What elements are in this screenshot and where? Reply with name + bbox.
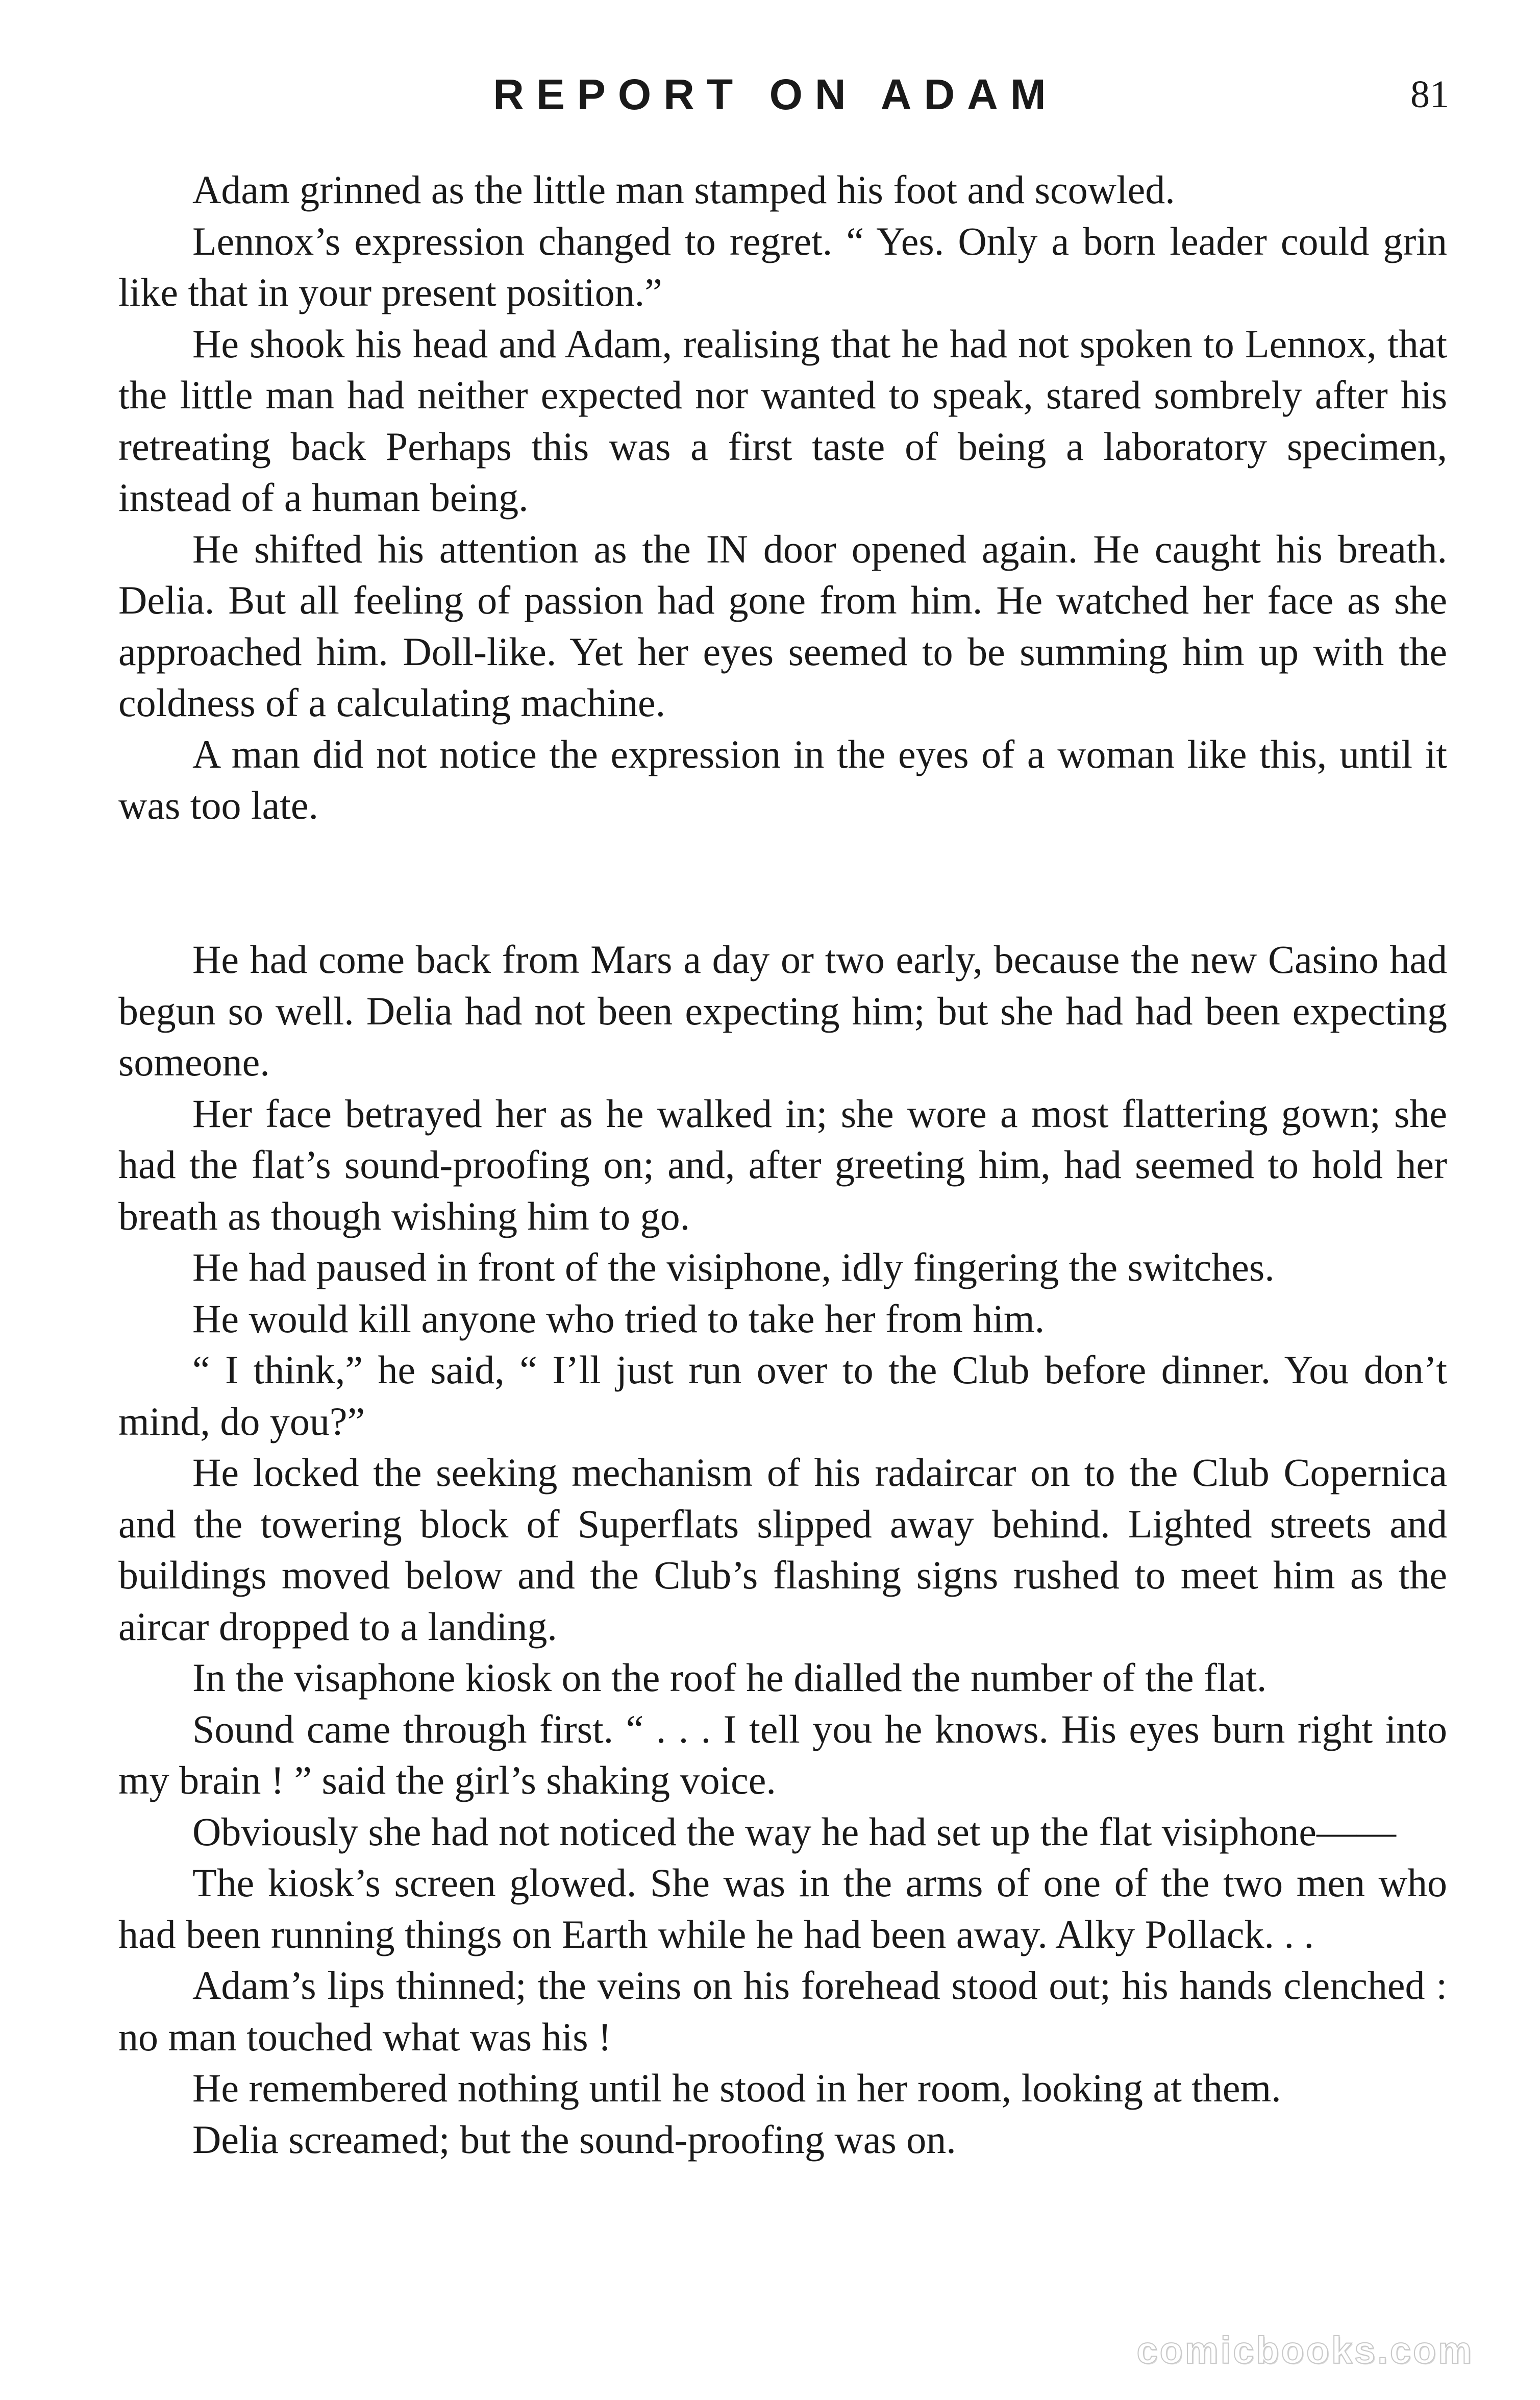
- paragraph: He had come back from Mars a day or two early, because the new Casino had begun so well. Delia had not been expecting him; but she had had been expecting someone.: [118, 937, 1447, 1084]
- paragraph: Obviously she had not noticed the way he had set up the flat visiphone——: [192, 1809, 1397, 1854]
- paragraph: A man did not notice the expression in the eyes of a woman like this, until it was too late.: [118, 731, 1447, 827]
- text-section-2: [118, 934, 1447, 2165]
- paragraph: Adam’s lips thinned; the veins on his forehead stood out; his hands clenched : no man touched what was his !: [118, 1963, 1447, 2059]
- paragraph: “ I think,” he said, “ I’ll just run over to the Club before dinner. You don’t mind, do you?”: [118, 1348, 1447, 1443]
- page-number: 81: [1410, 73, 1449, 116]
- paragraph: In the visaphone kiosk on the roof he dialled the number of the flat.: [192, 1655, 1267, 1700]
- paragraph: Adam grinned as the little man stamped his foot and scowled.: [192, 167, 1175, 212]
- paragraph: He locked the seeking mechanism of his radaircar on to the Club Copernica and the towering block of Superflats slipped away behind. Lighted streets and buildings moved below and the Club’s flashing signs rushed to meet him as the aircar dropped to a landing.: [118, 1450, 1447, 1649]
- paragraph: Sound came through first. “ . . . I tell you he knows. His eyes burn right into my brain ! ” said the girl’s shaking voice.: [118, 1706, 1447, 1802]
- paragraph: Her face betrayed her as he walked in; she wore a most flattering gown; she had the flat’s sound-proofing on; and, after greeting him, had seemed to hold her breath as though wishing him to go.: [118, 1091, 1447, 1238]
- paragraph: He shook his head and Adam, realising that he had not spoken to Lennox, that the little man had neither expected nor wanted to speak, stared sombrely after his retreating back Perhaps this was a first taste of being a laboratory specimen, instead of a human being.: [118, 321, 1447, 520]
- running-title: REPORT ON ADAM: [493, 70, 1058, 118]
- paragraph: He remembered nothing until he stood in her room, looking at them.: [192, 2066, 1281, 2110]
- paragraph: Delia screamed; but the sound-proofing was on.: [192, 2117, 956, 2162]
- paragraph: He shifted his attention as the IN door opened again. He caught his breath. Delia. But all feeling of passion had gone from him. He watched her face as she approached him. Doll-like. Yet her eyes seemed to be summing him up with the coldness of a calculating machine.: [118, 526, 1447, 725]
- paragraph: He had paused in front of the visiphone, idly fingering the switches.: [192, 1245, 1275, 1289]
- running-head: [102, 66, 1449, 123]
- paragraph: Lennox’s expression changed to regret. “ Yes. Only a born leader could grin like that in your present position.”: [118, 218, 1447, 314]
- watermark: comicbooks.com: [1136, 2329, 1474, 2371]
- text-section-1: [118, 164, 1447, 831]
- paragraph: He would kill anyone who tried to take her from him.: [192, 1296, 1045, 1341]
- paragraph: The kiosk’s screen glowed. She was in the arms of one of the two men who had been running things on Earth while he had been away. Alky Pollack. . .: [118, 1860, 1447, 1956]
